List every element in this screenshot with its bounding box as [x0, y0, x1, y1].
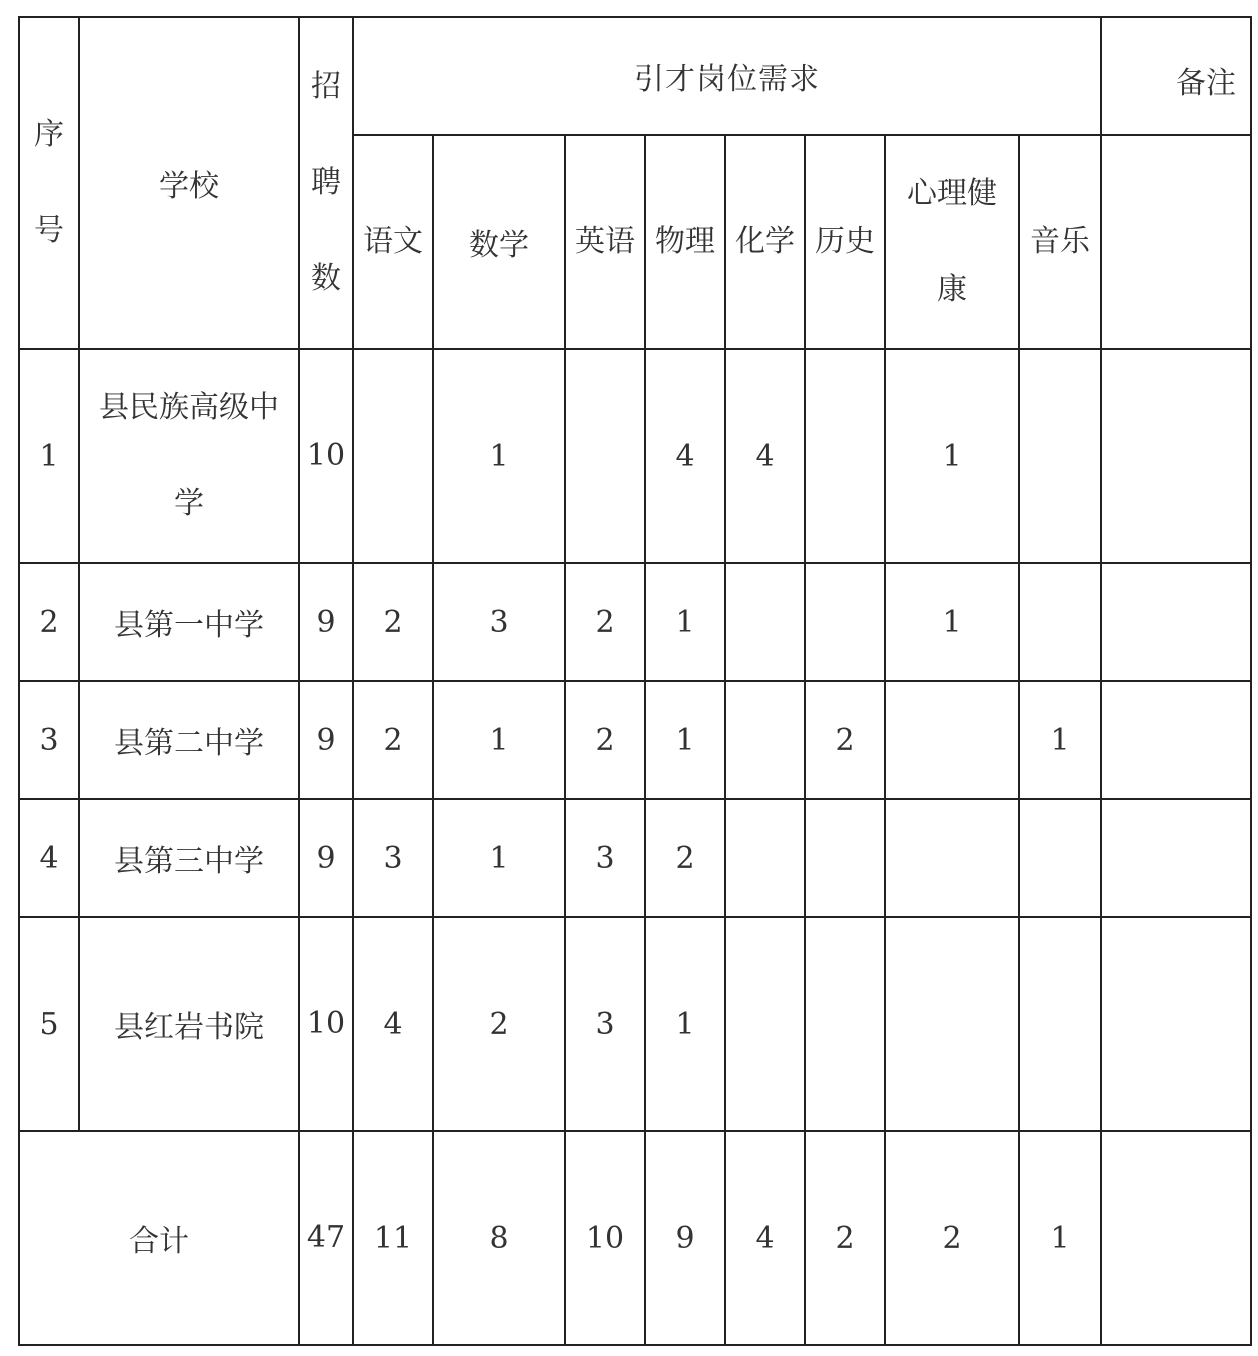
total-remark-cell: [1101, 1131, 1251, 1345]
value-cell: [805, 349, 885, 563]
total-value-cell: 2: [805, 1131, 885, 1345]
total-value-cell: 2: [885, 1131, 1019, 1345]
table-row: [19, 563, 1251, 681]
subject-header: 化学: [725, 135, 805, 349]
value-cell: 2: [433, 917, 565, 1131]
total-label: 合计: [19, 1131, 299, 1345]
recruitment-table: [18, 16, 1252, 1346]
value-cell: 1: [1019, 681, 1101, 799]
value-cell: [805, 917, 885, 1131]
total-value-cell: 9: [645, 1131, 725, 1345]
school-cell: 县第二中学: [79, 681, 299, 799]
subject-header: 英语: [565, 135, 645, 349]
value-cell: 1: [645, 563, 725, 681]
value-cell: [805, 799, 885, 917]
remark-cell: [1101, 563, 1251, 681]
value-cell: 3: [565, 917, 645, 1131]
count-cell: 10: [299, 349, 353, 563]
count-cell: 9: [299, 681, 353, 799]
value-cell: [1019, 917, 1101, 1131]
count-cell: 9: [299, 799, 353, 917]
total-value-cell: 11: [353, 1131, 433, 1345]
value-cell: [885, 681, 1019, 799]
count-header: 招聘数: [299, 17, 353, 349]
school-cell: 县红岩书院: [79, 917, 299, 1131]
value-cell: [725, 681, 805, 799]
value-cell: 2: [805, 681, 885, 799]
remark-cell: [1101, 681, 1251, 799]
value-cell: 2: [353, 563, 433, 681]
value-cell: [725, 563, 805, 681]
table-row: [19, 681, 1251, 799]
school-header: 学校: [79, 17, 299, 349]
table-row: [19, 799, 1251, 917]
school-cell: 县第三中学: [79, 799, 299, 917]
value-cell: 2: [353, 681, 433, 799]
value-cell: [353, 349, 433, 563]
count-cell: 10: [299, 917, 353, 1131]
recruitment-table-container: [18, 16, 1250, 1344]
value-cell: 1: [645, 917, 725, 1131]
value-cell: 3: [565, 799, 645, 917]
subject-header: 语文: [353, 135, 433, 349]
value-cell: 1: [645, 681, 725, 799]
value-cell: [885, 917, 1019, 1131]
total-row: [19, 1131, 1251, 1345]
table-row: [19, 917, 1251, 1131]
value-cell: 4: [353, 917, 433, 1131]
demand-group-header: 引才岗位需求: [353, 17, 1101, 135]
value-cell: 2: [565, 563, 645, 681]
table-row: [19, 349, 1251, 563]
remark-cell: [1101, 917, 1251, 1131]
seq-cell: 5: [19, 917, 79, 1131]
value-cell: 2: [645, 799, 725, 917]
value-cell: 3: [433, 563, 565, 681]
remark-cell: [1101, 799, 1251, 917]
total-value-cell: 8: [433, 1131, 565, 1345]
seq-cell: 1: [19, 349, 79, 563]
count-cell: 9: [299, 563, 353, 681]
seq-cell: 3: [19, 681, 79, 799]
value-cell: 1: [433, 799, 565, 917]
value-cell: 4: [645, 349, 725, 563]
subject-header: 音乐: [1019, 135, 1101, 349]
value-cell: 1: [885, 563, 1019, 681]
total-value-cell: 1: [1019, 1131, 1101, 1345]
value-cell: [725, 917, 805, 1131]
value-cell: [1019, 349, 1101, 563]
value-cell: [565, 349, 645, 563]
remark-header: 备注: [1101, 17, 1251, 135]
school-cell: 县第一中学: [79, 563, 299, 681]
subject-header: 物理: [645, 135, 725, 349]
school-cell: 县民族高级中学: [79, 349, 299, 563]
value-cell: [1019, 563, 1101, 681]
value-cell: [725, 799, 805, 917]
total-value-cell: 4: [725, 1131, 805, 1345]
total-count: 47: [299, 1131, 353, 1345]
remark-subheader: [1101, 135, 1251, 349]
value-cell: [1019, 799, 1101, 917]
subject-header: 历史: [805, 135, 885, 349]
value-cell: [805, 563, 885, 681]
value-cell: [885, 799, 1019, 917]
seq-cell: 4: [19, 799, 79, 917]
subject-header: 心理健康: [885, 135, 1019, 349]
value-cell: 4: [725, 349, 805, 563]
seq-cell: 2: [19, 563, 79, 681]
total-value-cell: 10: [565, 1131, 645, 1345]
value-cell: 2: [565, 681, 645, 799]
remark-cell: [1101, 349, 1251, 563]
value-cell: 3: [353, 799, 433, 917]
subject-header: 数学: [433, 135, 565, 349]
header-row-1: [19, 17, 1251, 135]
value-cell: 1: [433, 349, 565, 563]
value-cell: 1: [433, 681, 565, 799]
value-cell: 1: [885, 349, 1019, 563]
seq-header: 序号: [19, 17, 79, 349]
